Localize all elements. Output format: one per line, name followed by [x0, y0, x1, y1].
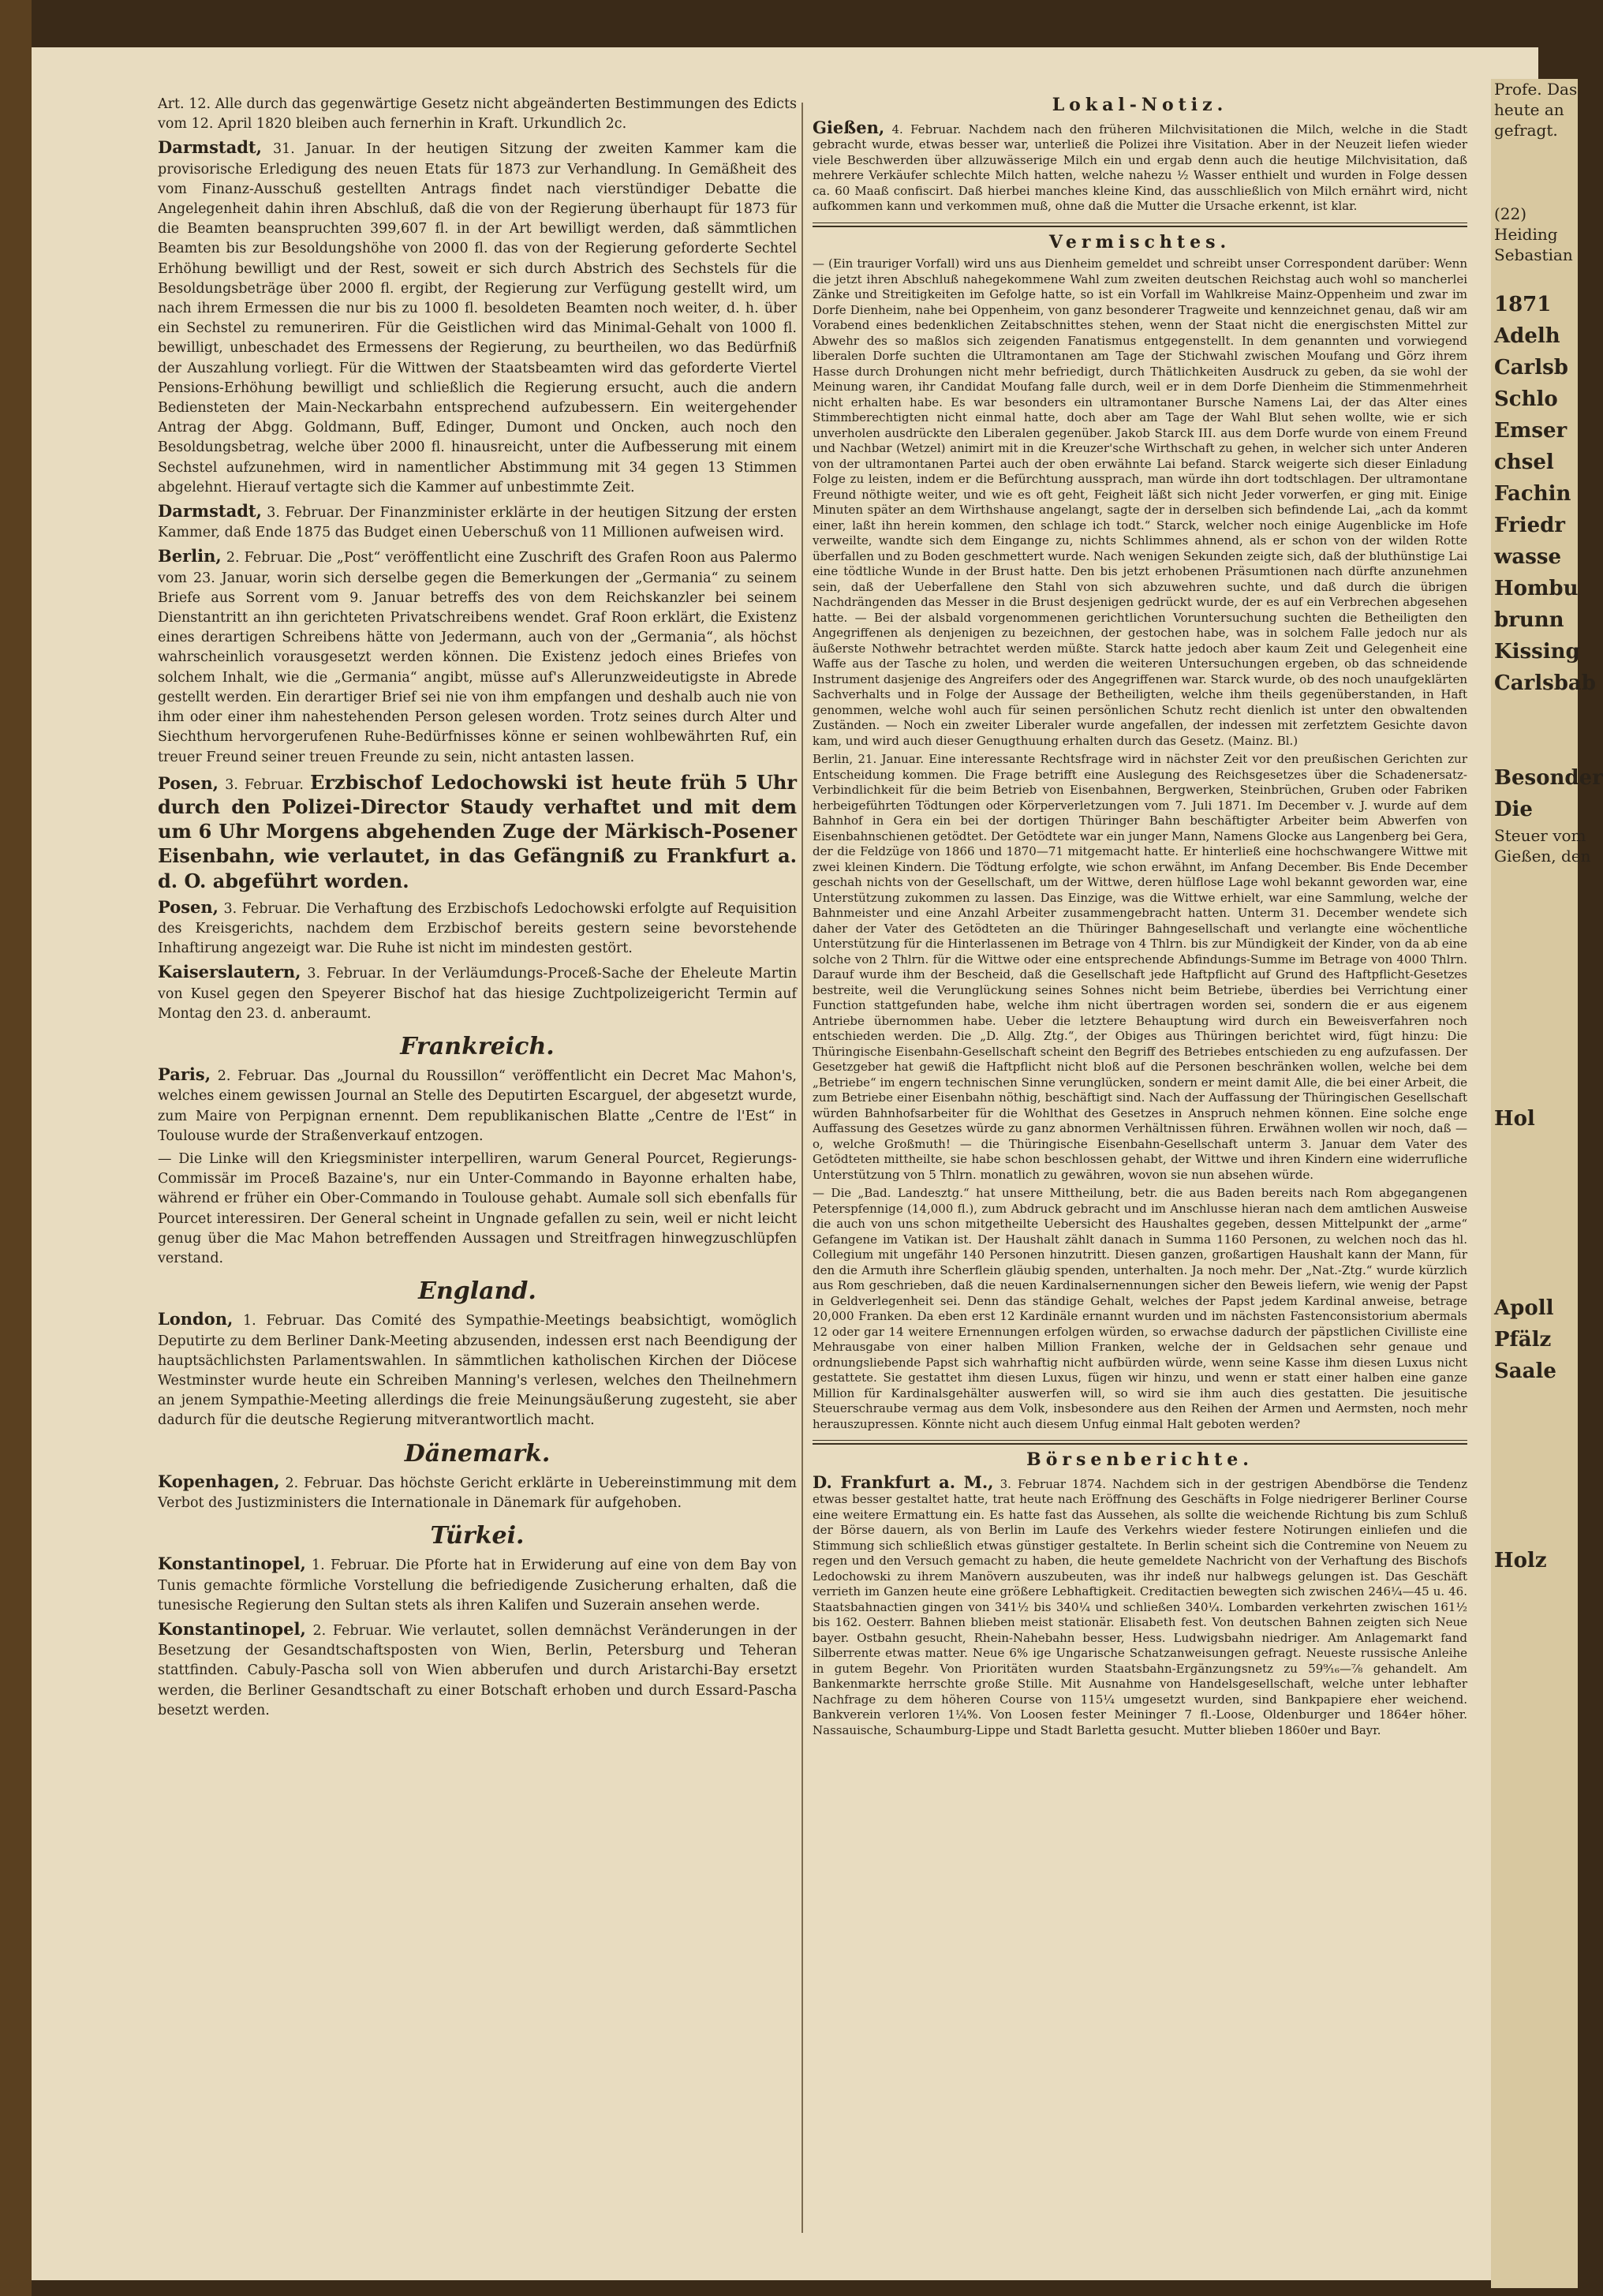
dateline: Darmstadt,	[158, 501, 262, 522]
dateline: D. Frankfurt a. M.,	[813, 1471, 994, 1492]
dateline: Paris,	[158, 1064, 211, 1085]
edge-line: Apoll	[1494, 1296, 1554, 1320]
edge-line: 1871	[1494, 293, 1552, 316]
edge-line: Pfälz	[1494, 1328, 1552, 1352]
article-posen-2: Posen, 3. Februar. Die Verhaftung des Erzbischofs Ledochowski erfolgte auf Requisition des Kreisgerichts, nachdem dem Erzbischof bereits gestern seine bevorstehende Inhaftirung angezeigt war. Die Ruhe ist nicht im mindesten gestört.	[158, 896, 797, 957]
dateline: London,	[158, 1309, 234, 1329]
edge-line: Hombu	[1494, 577, 1579, 600]
dateline: Kaiserslautern,	[158, 962, 301, 982]
right-column	[813, 95, 1467, 1741]
edge-line: Holz	[1494, 1549, 1547, 1572]
section-rule	[813, 1440, 1467, 1445]
edge-line: Sebastian	[1494, 245, 1573, 264]
left-column	[158, 95, 797, 1724]
edge-line: gefragt.	[1494, 121, 1558, 140]
section-rule	[813, 222, 1467, 227]
edge-line: wasse	[1494, 545, 1562, 569]
edge-line: Fachin	[1494, 482, 1571, 506]
section-heading-tuerkei: Türkei.	[430, 1522, 525, 1550]
section-heading-vermischtes: Vermischtes.	[1048, 231, 1231, 252]
article-paris-2: — Die Linke will den Kriegsminister interpelliren, warum General Pourcet, Regierungs-Commissär im Proceß Bazaine's, nur ein Unter-Commando in Bayonne erhalten habe, während er früher ein Ober-Commando in Toulouse gehabt. Aumale soll sich ebenfalls für Pourcet interessiren. Der General scheint in Ungnade gefallen zu sein, weil er nicht leicht genug über die Mac Mahon betreffenden Aussagen und Streitfragen hinwegzuschlüpfen verstand.	[158, 1150, 797, 1266]
edge-line: Emser	[1494, 419, 1568, 443]
edge-line: Steuer vom	[1494, 826, 1586, 845]
edge-line: brunn	[1494, 608, 1564, 632]
edge-line: Besonder	[1494, 766, 1603, 790]
article-darmstadt-1: Darmstadt, 31. Januar. In der heutigen Sitzung der zweiten Kammer kam die provisorische Erledigung des neuen Etats für 1873 zur Verhandlung. In Gemäßheit des vom Finanz-Ausschuß gestellten Antrags findet nach vierstündiger Debatte die Angelegenheit dahin ihren Abschluß, daß die von der Regierung überhaupt für 1873 für die Beamten beanspruchten 399,607 fl. in der Art bewilligt werden, daß sämmtlichen Beamten bis zur Besoldungshöhe von 2000 fl. das von der Regierung geforderte Sechtel Erhöhung bewilligt und der Rest, soweit er sich durch Abstrich des Sechstels für die Besoldungsbeträge über 2000 fl. ergibt, der Regierung zur Verfügung gestellt wird, um nach ihrem Ermessen die nur bis zu 1000 fl. besoldeten Beamten noch weiter, d. h. über ein Sechstel zu remuneriren. Für die Geistlichen wird das Minimal-Gehalt von 1000 fl. bewilligt, unbeschadet des Ermessens der Regierung, zu beurtheilen, wo das Bedürfniß der Auszahlung vorliegt. Für die Wittwen der Staatsbeamten wird das geforderte Viertel Pensions-Erhöhung bewilligt und schließlich die Regierung ersucht, auch die andern Bediensteten der Main-Neckarbahn entsprechend aufzubessern. Ein weitergehender Antrag der Abgg. Goldmann, Buff, Edinger, Dumont und Oncken, auch noch den Besoldungsbetrag, welche über 2000 fl. hinausreicht, unter die Aufbesserung mit einem Sechstel aufzunehmen, wird in namentlicher Abstimmung mit 34 gegen 13 Stimmen abgelehnt. Hierauf vertagte sich die Kammer auf unbestimmte Zeit.	[158, 137, 797, 495]
dateline: Konstantinopel,	[158, 1619, 306, 1640]
edge-line: Adelh	[1494, 324, 1560, 348]
edge-line: Kissing	[1494, 640, 1580, 664]
edge-line: Profe. Das	[1494, 80, 1578, 99]
article-darmstadt-2: Darmstadt, 3. Februar. Der Finanzminister erklärte in der heutigen Sitzung der ersten Kammer, daß Ende 1875 das Budget einen Ueberschuß von 11 Millionen aufweisen wird.	[158, 501, 797, 541]
article-peterspfennige: — Die „Bad. Landesztg.“ hat unsere Mittheilung, betr. die aus Baden bereits nach Rom abgegangenen Peterspfennige (14,000 fl.), zum Abdruck gebracht und im Anschlusse hieran nach dem amtlichen Ausweise die auch von uns schon mitgetheilte Uebersicht des Haushaltes gegeben, dessen Mittelpunkt der „arme“ Gefangene im Vatikan ist. Der Haushalt zählt danach in Summa 1160 Personen, zu welchen noch das hl. Collegium mit ungefähr 140 Personen hinzutritt. Diesen ganzen, großartigen Haushalt kann der Mann, für den die Armuth ihre Scherflein gläubig spenden, unterhalten. Ja noch mehr. Der „Nat.-Ztg.“ wurde kürzlich aus Rom geschrieben, daß die neuen Kardinalsernennungen sicher den Beweis liefern, wie wenig der Papst in Geldverlegenheit sei. Denn das ständige Gehalt, welches der Papst jedem Kardinal anweise, betrage 20,000 Franken. Da eben erst 12 Kardinäle ernannt wurden und im nächsten Fastenconsistorium abermals 12 oder gar 14 weitere Ernennungen erfolgen würden, so erwachse dadurch der päpstlichen Civilliste eine Mehrausgabe von einer halben Million Franken, welche der in Geldsachen sehr genaue und ordnungsliebende Papst sich wahrhaftig nicht aufbürden würde, wenn seine Kasse ihm diesen Luxus nicht gestattete. Sie gestattet ihm diesen Luxus, fügen wir hinzu, und wenn er statt einer halben eine ganze Million für Kardinalsgehälter auswerfen will, so wird sie ihm auch dies gestatten. Die jesuitische Steuerschraube vermag aus dem Volk, insbesondere aus den Reihen der Armen und Aermsten, noch mehr herauszupressen. Könnte nicht auch diesem Unfug einmal Halt geboten werden?	[813, 1186, 1467, 1431]
article-dienheim: — (Ein trauriger Vorfall) wird uns aus Dienheim gemeldet und schreibt unser Correspondent darüber: Wenn die jetzt ihren Abschluß nahegekommene Wahl zum zweiten deutschen Reichstag auch wohl so mancherlei Zänke und Streitigkeiten im Gefolge hatte, so ist ein Vorfall im Wahlkreise Mainz-Oppenheim und zwar im Dorfe Dienheim, nahe bei Oppenheim, von ganz besonderer Tragweite und kennzeichnet genau, daß wir am Vorabend eines bedenklichen Zeitabschnittes stehen, wenn der Staat nicht die energischsten Mittel zur Abwehr des so maßlos sich zeigenden Fanatismus entgegenstellt. In dem genannten und vorwiegend liberalen Dorfe suchten die Ultramontanen am Tage der Stichwahl zwischen Moufang und Görz ihrem Hasse durch Drohungen nicht mehr befriedigt, durch Thätlichkeiten Ausdruck zu geben, da sie wohl der Meinung waren, ihr Candidat Moufang falle durch, weil er in dem Dorfe Dienheim die Stimmenmehrheit nicht erhalten habe. Es war besonders ein ultramontaner Bursche Namens Lai, der das Alter eines Stimmberechtigten nicht einmal hatte, doch aber am Tage der Wahl Blut sehen wollte, wie er sich unverholen ausdrückte den Liberalen gegenüber. Jakob Starck III. aus dem Dorfe wurde von einem Freund und Nachbar (Wetzel) animirt mit in die Kreuzer'sche Wirthschaft zu gehen, in welcher sich unter Anderen von der ultramontanen Partei auch der oben erwähnte Lai befand. Starck weigerte sich dieser Einladung Folge zu leisten, indem er die Befürchtung aussprach, man würde ihn dort todtschlagen. Der ultramontane Freund nöthigte weiter, und wie es oft geht, Feigheit läßt sich nicht Jeder vorwerfen, er ging mit. Einige Minuten später an dem Wirthshause angelangt, sagte der in derselben sich befindende Lai, „ach da kommt einer, laßt ihn herein kommen, den schlage ich todt.“ Starck, welcher noch einige Augenblicke im Hofe verweilte, wandte sich dem Eingange zu, nichts Schlimmes ahnend, als er schon von der wilden Rotte überfallen und zu Boden geschmettert wurde. Nach wenigen Sekunden zeigte sich, daß der bluthünstige Lai eine tödtliche Wunde in der Brust hatte. Den bis jetzt erhobenen Präsumtionen nach dürfte anzunehmen sein, daß der Ueberfallene den Stahl von sich abzuwehren suchte, und daß durch die übrigen Nachdrängenden das Messer in die Brust desjenigen gedrückt wurde, der es auf ein Verbrechen abgesehen hatte. — Bei der alsbald vorgenommenen gerichtlichen Voruntersuchung suchten die Betheiligten den Angegriffenen als denjenigen zu bezeichnen, der gestochen habe, was in solchem Falle jedoch nur als äußerste Nothwehr betrachtet werden müßte. Starck hatte jedoch aber kaum Zeit und Gelegenheit eine Waffe aus der Tasche zu holen, und werden die weiteren Untersuchungen ergeben, ob das schneidende Instrument dasjenige des Angreifers oder des Angegriffenen war. Starck wurde, ob des noch unaufgeklärten Sachverhalts und in Folge der Aussage der Betheiligten, welche ihm theils gegenüberstanden, in Haft genommen, welche wohl auch für seinen persönlichen Schutz recht dienlich ist unter den obwaltenden Zuständen. — Noch ein zweiter Liberaler wurde angefallen, der indessen mit zerfetztem Gesichte davon kam, und wird auch dieser Genugthuung erhalten durch das Gesetz. (Mainz. Bl.)	[813, 256, 1467, 748]
section-heading-england: England.	[418, 1277, 536, 1306]
dateline: Posen,	[158, 896, 219, 917]
section-heading-lokal: Lokal-Notiz.	[1052, 95, 1228, 115]
edge-line: Friedr	[1494, 514, 1565, 537]
article-frankfurt-boerse: D. Frankfurt a. M., 3. Februar 1874. Nachdem sich in der gestrigen Abendbörse die Tendenz etwas besser gestaltet hatte, trat heute nach Eröffnung des Geschäfts in Folge niedrigerer Berliner Course eine weitere Ermattung ein. Es hatte fast das Aussehen, als sollte die weichende Richtung bis zum Schluß der Börse dauern, als von Berlin im Laufe des Verkehrs wieder festere Notirungen einliefen und die Stimmung sich schließlich etwas günstiger gestaltete. In Berlin scheint sich die Contremine von Neuem zu regen und den Versuch gemacht zu haben, die heute gemeldete Nachricht von der Verhaftung des Bischofs Ledochowski zu ihrem Manövern auszubeuten, was ihr indeß nur halbwegs gelungen ist. Das Geschäft verrieth im Ganzen heute eine größere Lebhaftigkeit. Creditactien bewegten sich zwischen 246¼—45 u. 46. Staatsbahnactien gingen von 341½ bis 340¼ und schließen 340¼. Lombarden verkehrten zwischen 161½ bis 162. Oesterr. Bahnen blieben meist stationär. Elisabeth fest. Von deutschen Bahnen zeigten sich Neue bayer. Ostbahn gesucht, Rhein-Nahebahn besser, Hess. Ludwigsbahn niedriger. Am Anlagemarkt fand Silberrente etwas matter. Neue 6% ige Ungarische Schatzanweisungen gefragt. Neueste russische Anleihe in gutem Begehr. Von Prioritäten wurden Staatsbahn-Ergänzungsnetz zu 59⁹⁄₁₆—⅞ gehandelt. Am Bankenmarkte herrschte große Stille. Mit Ausnahme von Handelsgesellschaft, welche unter lebhafter Nachfrage zu dem höheren Course von 115¼ umgesetzt wurden, sind Bankpapiere eher weichend. Bankverein verloren 1¼%. Von Loosen fester Meininger 7 fl.-Loose, Oldenburger und 1864er höher. Nassauische, Schaumburg-Lippe und Stadt Barletta gesucht. Mutter blieben 1860er und Bayr.	[813, 1471, 1467, 1737]
dateline: Kopenhagen,	[158, 1471, 280, 1491]
edge-line: Hol	[1494, 1107, 1535, 1131]
edge-line: Heiding	[1494, 225, 1558, 244]
edge-line: Saale	[1494, 1359, 1556, 1383]
edge-line: Carlsbab	[1494, 671, 1596, 695]
article-kopenhagen: Kopenhagen, 2. Februar. Das höchste Gericht erklärte in Uebereinstimmung mit dem Verbot des Justizministers die Internationale in Dänemark für aufgehoben.	[158, 1471, 797, 1511]
dateline: Berlin,	[158, 546, 222, 567]
article-kaiserslautern: Kaiserslautern, 3. Februar. In der Verläumdungs-Proceß-Sache der Eheleute Martin von Kusel gegen den Speyerer Bischof hat das hiesige Zuchtpolizeigericht Termin auf Montag den 23. d. anberaumt.	[158, 962, 797, 1022]
edge-line: Die	[1494, 798, 1533, 821]
edge-line: Carlsb	[1494, 356, 1568, 380]
section-heading-frankreich: Frankreich.	[400, 1032, 555, 1060]
column-divider	[802, 103, 803, 2233]
article-giessen: Gießen, 4. Februar. Nachdem nach den früheren Milchvisitationen die Milch, welche in die Stadt gebracht wurde, etwas besser war, unterließ die Polizei ihre Visitation. Aber in der Neuzeit liefen wieder viele Beschwerden über allzuwässerige Milch ein und ergab denn auch die heutige Milchvisitation, daß mehrere Verkäufer schlechte Milch hatten, welche nahezu ½ Wasser enthielt und wurden in Folge dessen ca. 60 Maaß confiscirt. Daß hierbei manches kleine Kind, das ausschließlich von Milch ernährt wird, nicht aufkommen kann und verkommen muß, ohne daß die Mutter die Ursache erkennt, ist klar.	[813, 117, 1467, 213]
section-heading-boerse: Börsenberichte.	[1026, 1449, 1254, 1470]
edge-line: heute an	[1494, 100, 1564, 119]
edge-line: Gießen, den	[1494, 847, 1591, 866]
article-london: London, 1. Februar. Das Comité des Sympathie-Meetings beabsichtigt, womöglich Deputirte zu dem Berliner Dank-Meeting abzusenden, indessen erst nach Beendigung der hauptsächlichsten Parlamentswahlen. In sämmtlichen katholischen Kirchen der Diöcese Westminster wurde heute ein Schreiben Manning's verlesen, welches den Theilnehmern an jenem Sympathie-Meeting allerdings die freie Meinungsäußerung zugesteht, sie aber dadurch für die deutsche Regierung mitverantwortlich macht.	[158, 1309, 797, 1429]
edge-line: chsel	[1494, 451, 1554, 474]
intro-text: Art. 12. Alle durch das gegenwärtige Gesetz nicht abgeänderten Bestimmungen des Edicts vom 12. April 1820 bleiben auch fernerhin in Kraft. Urkundlich 2c.	[158, 96, 797, 133]
edge-line: Schlo	[1494, 387, 1558, 411]
edge-line: (22)	[1494, 204, 1527, 223]
dateline: Posen,	[158, 772, 219, 793]
binding-edge	[0, 0, 32, 2296]
article-paris: Paris, 2. Februar. Das „Journal du Roussillon“ veröffentlicht ein Decret Mac Mahon's, welches einem gewissen Journal an Stelle des Deputirten Escarguel, der abgesetzt wurde, zum Maire von Perpignan ernennt. Dem republikanischen Blatte „Centre de l'Est“ in Toulouse wurde der Straßenverkauf entzogen.	[158, 1064, 797, 1144]
article-posen-1: Posen, 3. Februar. Erzbischof Ledochowski ist heute früh 5 Uhr durch den Polizei-Director Staudy verhaftet und mit dem um 6 Uhr Morgens abgehenden Zuge der Märkisch-Posener Eisenbahn, wie verlautet, in das Gefängniß zu Frankfurt a. d. O. abgeführt worden.	[158, 770, 797, 892]
dateline: Konstantinopel,	[158, 1554, 306, 1574]
dateline: Darmstadt,	[158, 137, 262, 158]
section-heading-daenemark: Dänemark.	[404, 1439, 551, 1468]
adjacent-page-edge	[1491, 79, 1603, 2288]
article-konstantinopel-1: Konstantinopel, 1. Februar. Die Pforte hat in Erwiderung auf eine von dem Bay von Tunis gemachte förmliche Vorstellung die befriedigende Zusicherung erhalten, daß die tunesische Regierung den Sultan stets als ihren Kalifen und Suzerain ansehen werde.	[158, 1554, 797, 1614]
article-berlin: Berlin, 2. Februar. Die „Post“ veröffentlicht eine Zuschrift des Grafen Roon aus Palermo vom 23. Januar, worin sich derselbe gegen die Bemerkungen der „Germania“ zu seinem Briefe aus Sorrent vom 9. Januar betreffs des von dem Reichskanzler bei seinem Dienstantritt an ihn gerichteten Privatschreibens wendet. Graf Roon erklärt, die Existenz eines derartigen Schreibens hätte von Jedermann, auch von der „Germania“, als höchst wahrscheinlich vorausgesetzt werden können. Die Existenz jedoch eines Briefes von solchem Inhalt, wie die „Germania“ angibt, müsse auf's Allerunzweideutigste in Abrede gestellt werden. Ein derartiger Brief sei nie von ihm empfangen und deshalb auch nie von ihm oder einer ihm nahestehenden Person gelesen worden. Trotz seines durch Alter und Siechthum hervorgerufenen Ruhe-Bedürfnisses könne er seinen wohlbewährten Ruf, ein treuer Freund seiner treuen Freunde zu sein, nicht antasten lassen.	[158, 546, 797, 765]
article-konstantinopel-2: Konstantinopel, 2. Februar. Wie verlautet, sollen demnächst Veränderungen in der Besetzung der Gesandtschaftsposten von Wien, Berlin, Petersburg und Teheran stattfinden. Cabuly-Pascha soll von Wien abberufen und durch Aristarchi-Bay ersetzt werden, die Berliner Gesandtschaft zu einer Botschaft erhoben und durch Essard-Pascha besetzt werden.	[158, 1619, 797, 1718]
article-berlin-rechtsfrage: Berlin, 21. Januar. Eine interessante Rechtsfrage wird in nächster Zeit vor den preußischen Gerichten zur Entscheidung kommen. Die Frage betrifft eine Auslegung des Reichsgesetzes über die Schadenersatz-Verbindlichkeit für die beim Betrieb von Eisenbahnen, Bergwerken, Steinbrüchen, Gruben oder Fabriken herbeigeführten Tödtungen oder Körperverletzungen vom 7. Juli 1871. Im December v. J. wurde auf dem Bahnhof in Gera ein bei der dortigen Thüringer Bahn beschäftigter Arbeiter beim Abwerfen von Eisenbahnschienen getödtet. Der Getödtete war ein junger Mann, Namens Glocke aus Langenberg bei Gera, der die Feldzüge von 1866 und 1870—71 mitgemacht hatte. Er hinterließ eine hochschwangere Wittwe mit zwei kleinen Kindern. Die Tödtung erfolgte, wie schon erwähnt, im Anfang December. Bis Ende December geschah nichts von der Gesellschaft, um der Wittwe, deren hülflose Lage wohl bekannt geworden war, eine Unterstützung zukommen zu lassen. Das Einzige, was die Wittwe erhielt, war eine Sammlung, welche der Bahnmeister und eine Anzahl Arbeiter zusammengebracht hatten. Unterm 31. December wendete sich daher der Vater des Getödteten an die Thüringer Bahngesellschaft und verlangte eine wöchentliche Unterstützung für die Hinterlassenen im Betrage von 4 Thlrn. bis zur Mündigkeit der Kinder, von da ab eine solche von 2 Thlrn. für die Wittwe oder eine entsprechende Abfindungs-Summe im Betrage von 4000 Thlrn. Darauf wurde ihm der Bescheid, daß die Gesellschaft jede Haftpflicht auf Grund des Haftpflicht-Gesetzes bestreite, weil die Verunglückung seines Sohnes nicht beim Betriebe, überdies bei Verrichtung einer Function stattgefunden habe, welche ihm nicht übertragen worden sei, sondern die er aus eigenem Antriebe übernommen habe. Ueber die letztere Behauptung wird durch ein Beweisverfahren noch entschieden werden. Die „D. Allg. Ztg.“, der Obiges aus Thüringen berichtet wird, fügt hinzu: Die Thüringische Eisenbahn-Gesellschaft scheint den Begriff des Betriebes entschieden zu eng aufzufassen. Der Gesetzgeber hat gewiß die Haftpflicht nicht bloß auf die Personen beschränken wollen, welche bei dem „Betriebe“ im engern technischen Sinne verunglücken, sondern er meint damit Alle, die bei einer Arbeit, die zum Betriebe einer Eisenbahn nöthig, beschäftigt sind. Nach der Auffassung der Thüringischen Gesellschaft würden Bahnhofsarbeiter für die Wohlthat des Gesetzes in Anspruch nehmen können. Eine solche enge Auffassung des Gesetzes würde zu ganz abnormen Verhältnissen führen. Erwähnen wollen wir noch, daß — o, welche Großmuth! — die Thüringische Eisenbahn-Gesellschaft unterm 3. Januar dem Vater des Getödteten mittheilte, sie habe schon beschlossen gehabt, der Wittwe und ihren Kindern eine widerrufliche Unterstützung von 5 Thlrn. monatlich zu gewähren, wovon sie nun absehen würde.	[813, 752, 1467, 1182]
dateline: Gießen,	[813, 117, 885, 137]
